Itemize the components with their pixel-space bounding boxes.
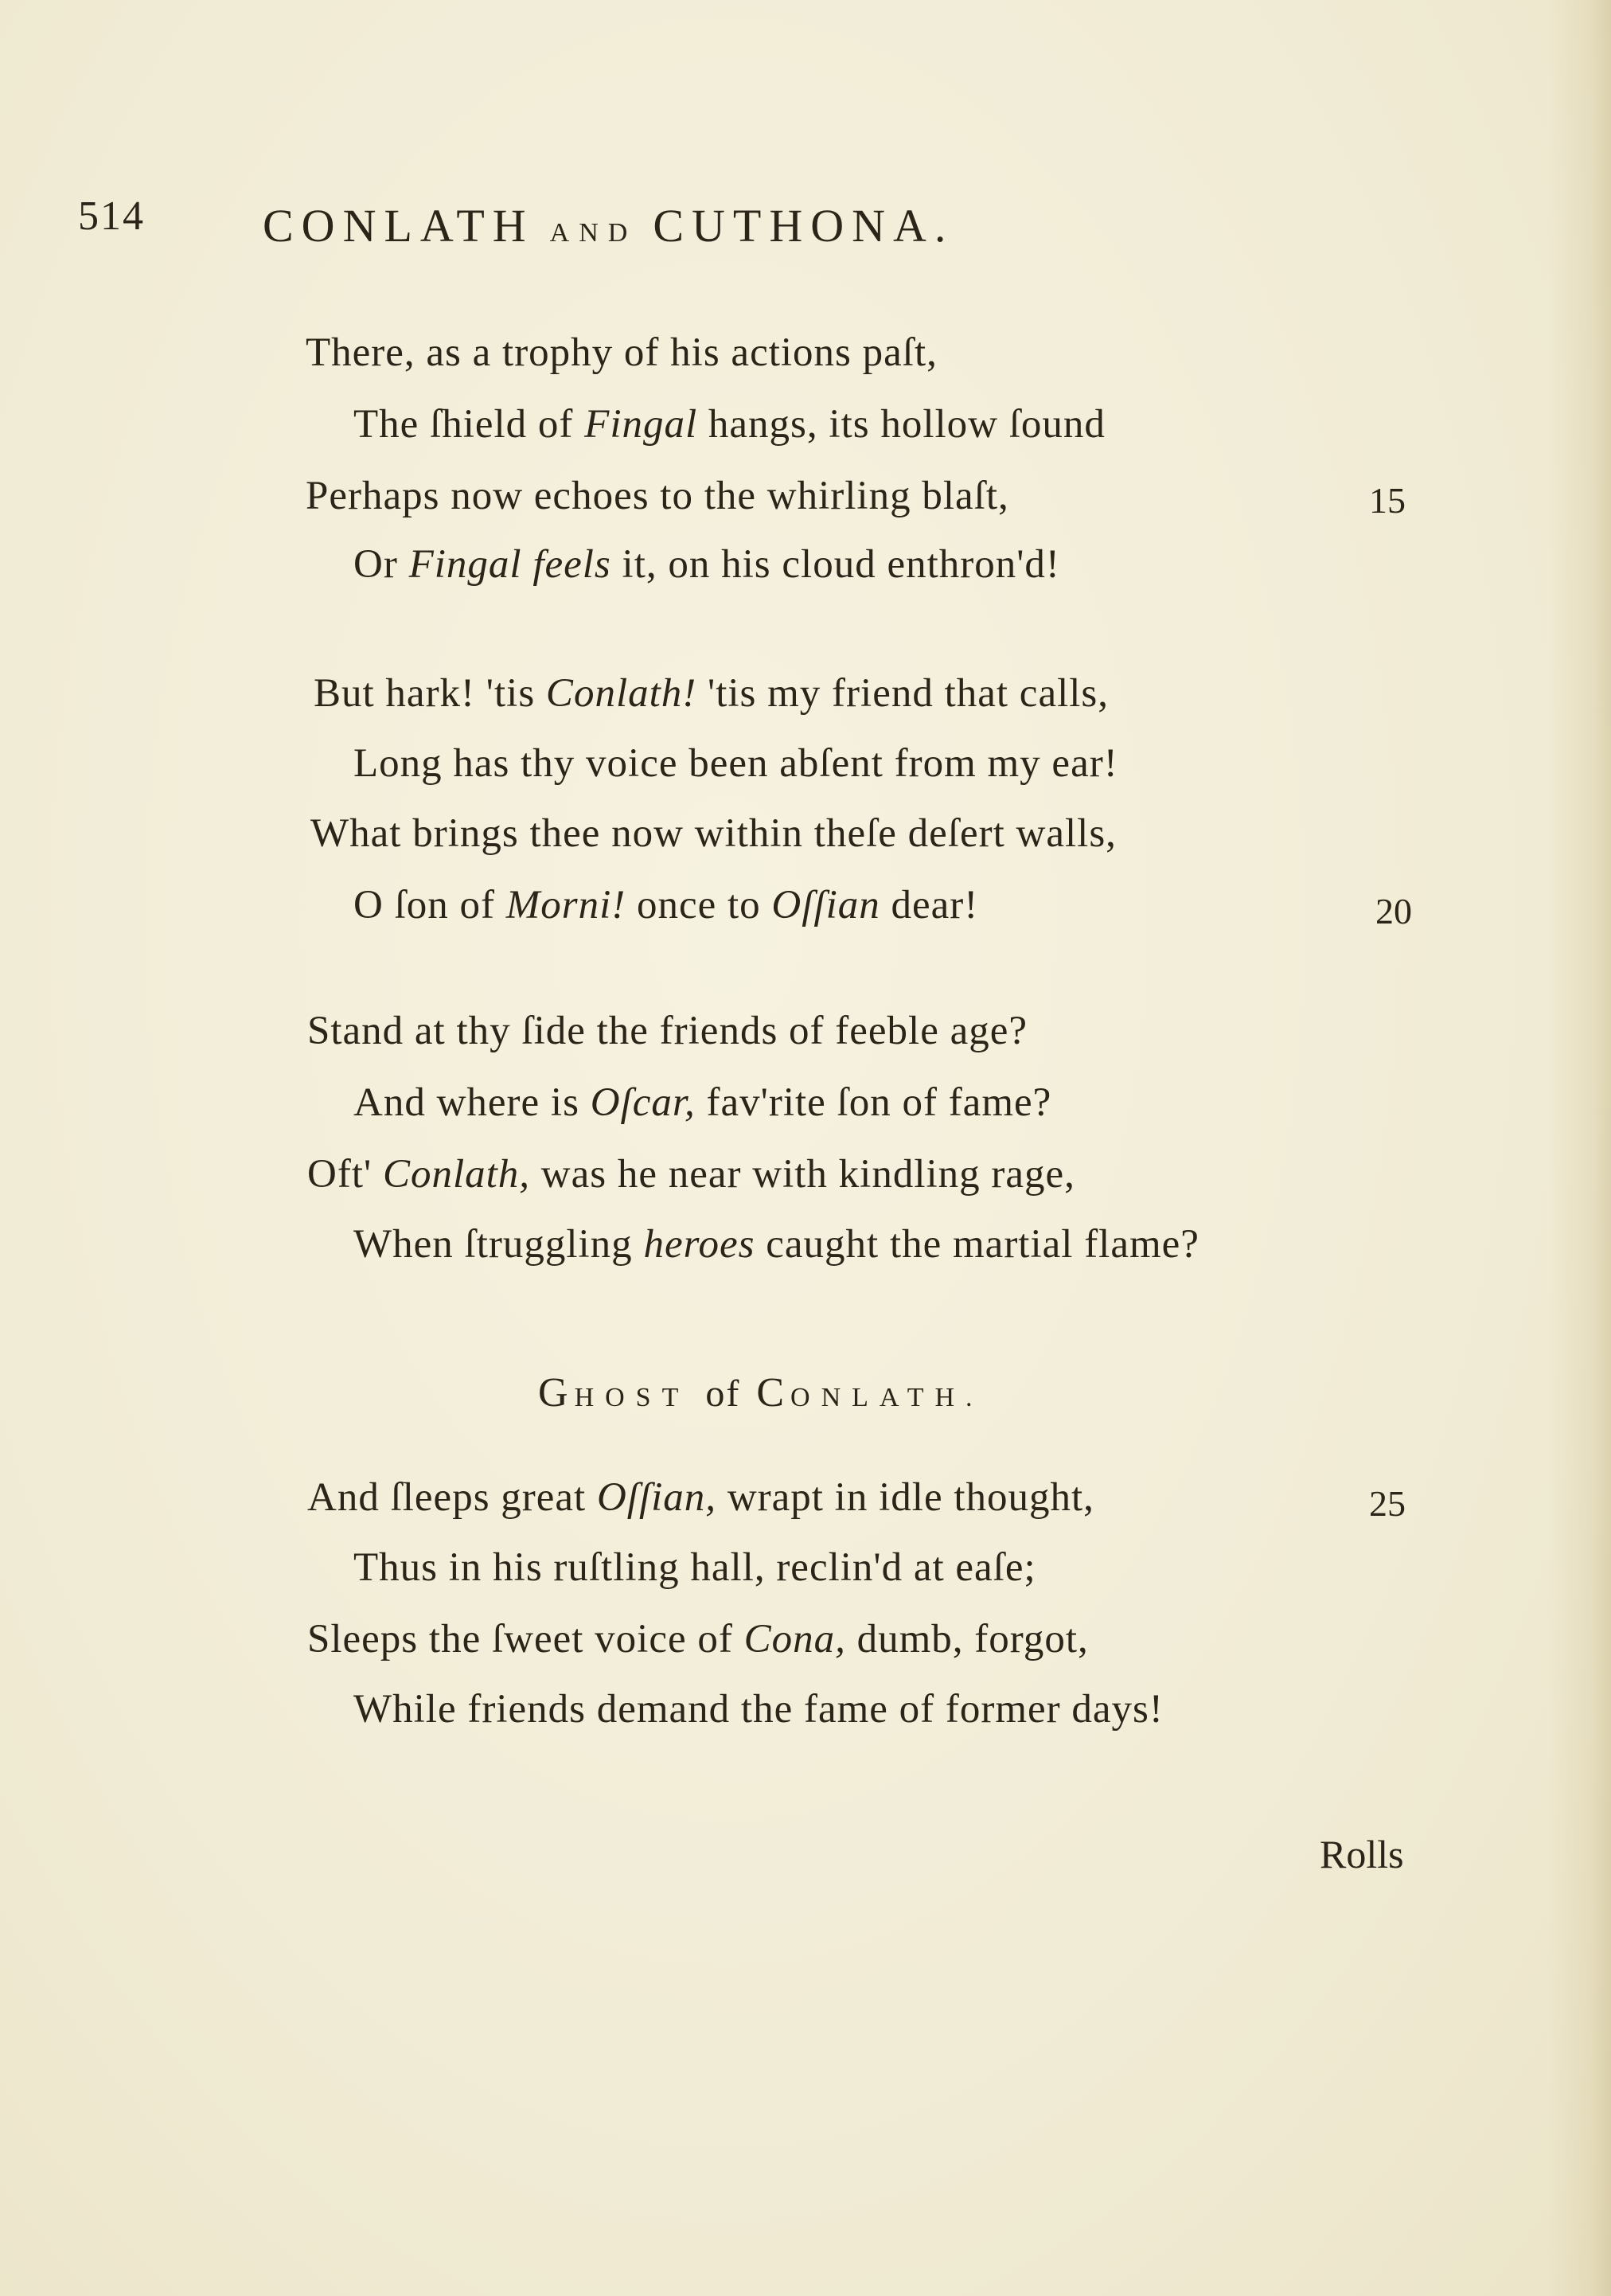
catchword: Rolls — [1320, 1832, 1404, 1876]
poem-line — [307, 1008, 1028, 1054]
text-segment: wrapt in idle thought, — [716, 1475, 1094, 1520]
text-segment: But hark! 'tis — [314, 671, 546, 716]
poem-line — [353, 740, 1118, 787]
text-segment: hangs, its hollow ſound — [697, 402, 1106, 447]
text-segment: Long has thy voice been abſent from my ear! — [353, 741, 1118, 786]
text-segment: Oft' — [307, 1152, 383, 1197]
italic-phrase: Fingal — [584, 402, 698, 447]
speaker-of: of — [705, 1373, 741, 1415]
italic-phrase: Oſſian — [771, 883, 880, 927]
poem-line — [307, 1151, 1075, 1197]
italic-phrase: heroes — [643, 1222, 755, 1267]
text-segment: once to — [626, 883, 772, 927]
text-segment: What brings thee now within theſe deſert walls, — [310, 811, 1117, 856]
text-segment: was he near with kindling rage, — [530, 1152, 1075, 1197]
text-segment: Sleeps the ſweet voice of — [307, 1617, 744, 1661]
text-segment: Thus in his ruſtling hall, reclin'd at eaſe; — [353, 1545, 1036, 1590]
text-segment: Or — [353, 542, 409, 587]
poem-line — [353, 882, 978, 928]
italic-phrase: Oſſian, — [596, 1475, 717, 1520]
text-segment: it, on his cloud enthron'd! — [610, 542, 1060, 587]
italic-phrase: Cona, — [743, 1617, 846, 1661]
text-segment: fav'rite ſon of fame? — [695, 1080, 1052, 1125]
running-head — [263, 199, 954, 252]
text-segment: When ſtruggling — [353, 1222, 644, 1267]
poem-line — [353, 541, 1060, 588]
line-number: 20 — [1375, 891, 1412, 931]
text-segment: And ſleeps great — [307, 1475, 597, 1520]
speaker-initial: C — [756, 1370, 791, 1415]
page-edge-shadow — [1547, 0, 1611, 2296]
speaker-initial: G — [538, 1370, 575, 1415]
speaker-heading — [538, 1369, 984, 1416]
running-head-and: AND — [549, 218, 638, 248]
poem-line — [307, 1474, 1094, 1521]
poem-line — [353, 401, 1106, 447]
text-segment: There, as a trophy of his actions paſt, — [306, 330, 938, 375]
poem-line — [353, 1080, 1051, 1126]
poem-line — [314, 670, 1109, 717]
text-segment: While friends demand the fame of former days! — [353, 1687, 1164, 1732]
poem-line — [353, 1221, 1199, 1267]
poem-line — [353, 1544, 1036, 1591]
poem-line — [306, 473, 1009, 519]
text-segment: dear! — [880, 883, 979, 927]
poem-line — [310, 810, 1117, 857]
text-segment: O ſon of — [353, 883, 506, 927]
speaker-word: ONLATH. — [790, 1383, 984, 1412]
text-segment: Stand at thy ſide the friends of feeble age? — [307, 1009, 1028, 1053]
text-segment: 'tis my friend that calls, — [696, 671, 1110, 716]
running-head-left: CONLATH — [263, 200, 534, 252]
poem-line — [353, 1686, 1164, 1732]
line-number: 15 — [1369, 480, 1406, 521]
text-segment: The ſhield of — [353, 402, 585, 447]
poem-line — [306, 330, 938, 376]
italic-phrase: Morni! — [505, 883, 626, 927]
running-head-right: CUTHONA. — [653, 200, 954, 252]
italic-phrase: Conlath, — [382, 1152, 531, 1197]
page-number: 514 — [78, 193, 145, 239]
italic-phrase: Fingal feels — [408, 542, 611, 587]
text-segment: caught the martial flame? — [755, 1222, 1199, 1267]
text-segment: And where is — [353, 1080, 591, 1125]
speaker-word: HOST — [574, 1383, 690, 1412]
italic-phrase: Oſcar, — [590, 1080, 696, 1125]
line-number: 25 — [1369, 1483, 1406, 1524]
poem-line — [307, 1616, 1089, 1662]
italic-phrase: Conlath! — [545, 671, 697, 716]
text-segment: Perhaps now echoes to the whirling blaſt, — [306, 474, 1009, 518]
text-segment: dumb, forgot, — [845, 1617, 1089, 1661]
